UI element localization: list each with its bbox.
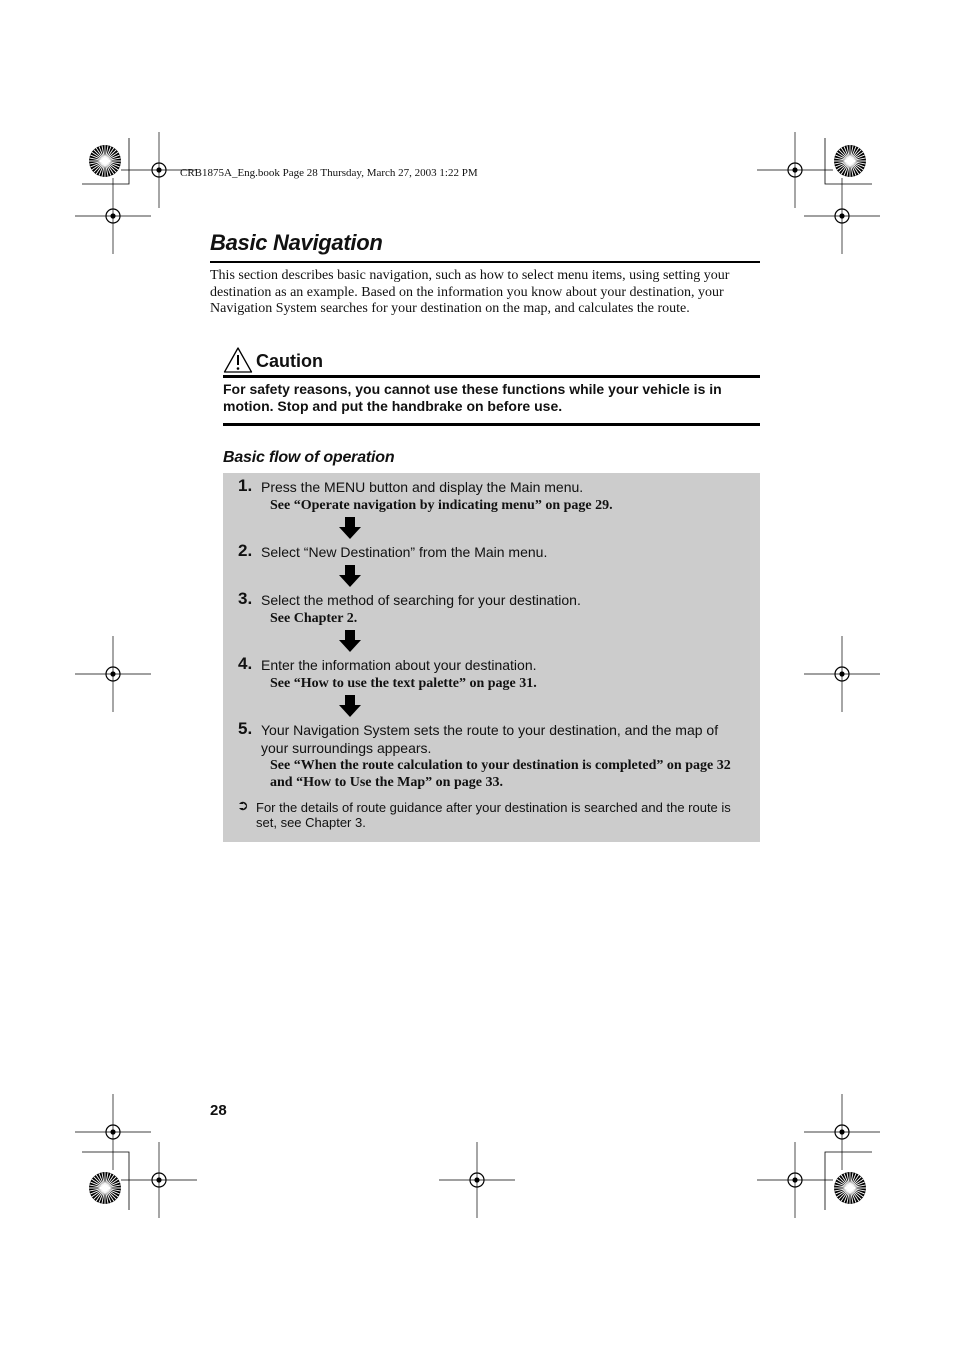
step-4-reference: See “How to use the text palette” on page 31. bbox=[270, 676, 537, 691]
down-arrow-icon bbox=[339, 517, 361, 539]
step-3-text: Select the method of searching for your destination. bbox=[261, 592, 581, 608]
step-2-number: 2. bbox=[238, 541, 253, 560]
step-1-text: Press the MENU button and display the Main menu. bbox=[261, 479, 584, 495]
page-number: 28 bbox=[210, 1102, 227, 1119]
title-rule bbox=[210, 261, 760, 263]
step-3-reference: See Chapter 2. bbox=[270, 611, 358, 626]
note-arrow-icon: ➲ bbox=[237, 797, 249, 813]
intro-paragraph: This section describes basic navigation, such as how to select menu items, using setting your destination as an example. Based on the information you know about your destination, your Navigation System searches for your destination on the map, and calculates the route. bbox=[210, 268, 730, 316]
step-5-number: 5. bbox=[238, 719, 253, 738]
step-1-number: 1. bbox=[238, 476, 253, 495]
step-4-text: Enter the information about your destination. bbox=[261, 657, 537, 673]
flow-title: Basic flow of operation bbox=[223, 449, 395, 466]
caution-title: Caution bbox=[256, 351, 323, 371]
step-5-text: Your Navigation System sets the route to your destination, and the map of your surroundings appears. bbox=[261, 722, 719, 756]
caution-bottom-rule bbox=[223, 423, 760, 426]
step-4-number: 4. bbox=[238, 654, 253, 673]
section-title: Basic Navigation bbox=[210, 230, 383, 255]
step-5-reference: See “When the route calculation to your destination is completed” on page 32 and “How to Use the Map” on page 33. bbox=[270, 758, 731, 790]
step-1-reference: See “Operate navigation by indicating menu” on page 29. bbox=[270, 498, 613, 513]
warning-triangle-icon bbox=[223, 346, 253, 374]
note-text: For the details of route guidance after your destination is searched and the route is set, see Chapter 3. bbox=[256, 800, 731, 830]
caution-text: For safety reasons, you cannot use these functions while your vehicle is in motion. Stop and put the handbrake on before use. bbox=[223, 381, 722, 414]
down-arrow-icon bbox=[339, 565, 361, 587]
step-2-text: Select “New Destination” from the Main menu. bbox=[261, 544, 548, 560]
caution-top-rule bbox=[223, 375, 760, 378]
down-arrow-icon bbox=[339, 695, 361, 717]
step-3-number: 3. bbox=[238, 589, 253, 608]
down-arrow-icon bbox=[339, 630, 361, 652]
book-info-header: CRB1875A_Eng.book Page 28 Thursday, March 27, 2003 1:22 PM bbox=[180, 167, 478, 179]
